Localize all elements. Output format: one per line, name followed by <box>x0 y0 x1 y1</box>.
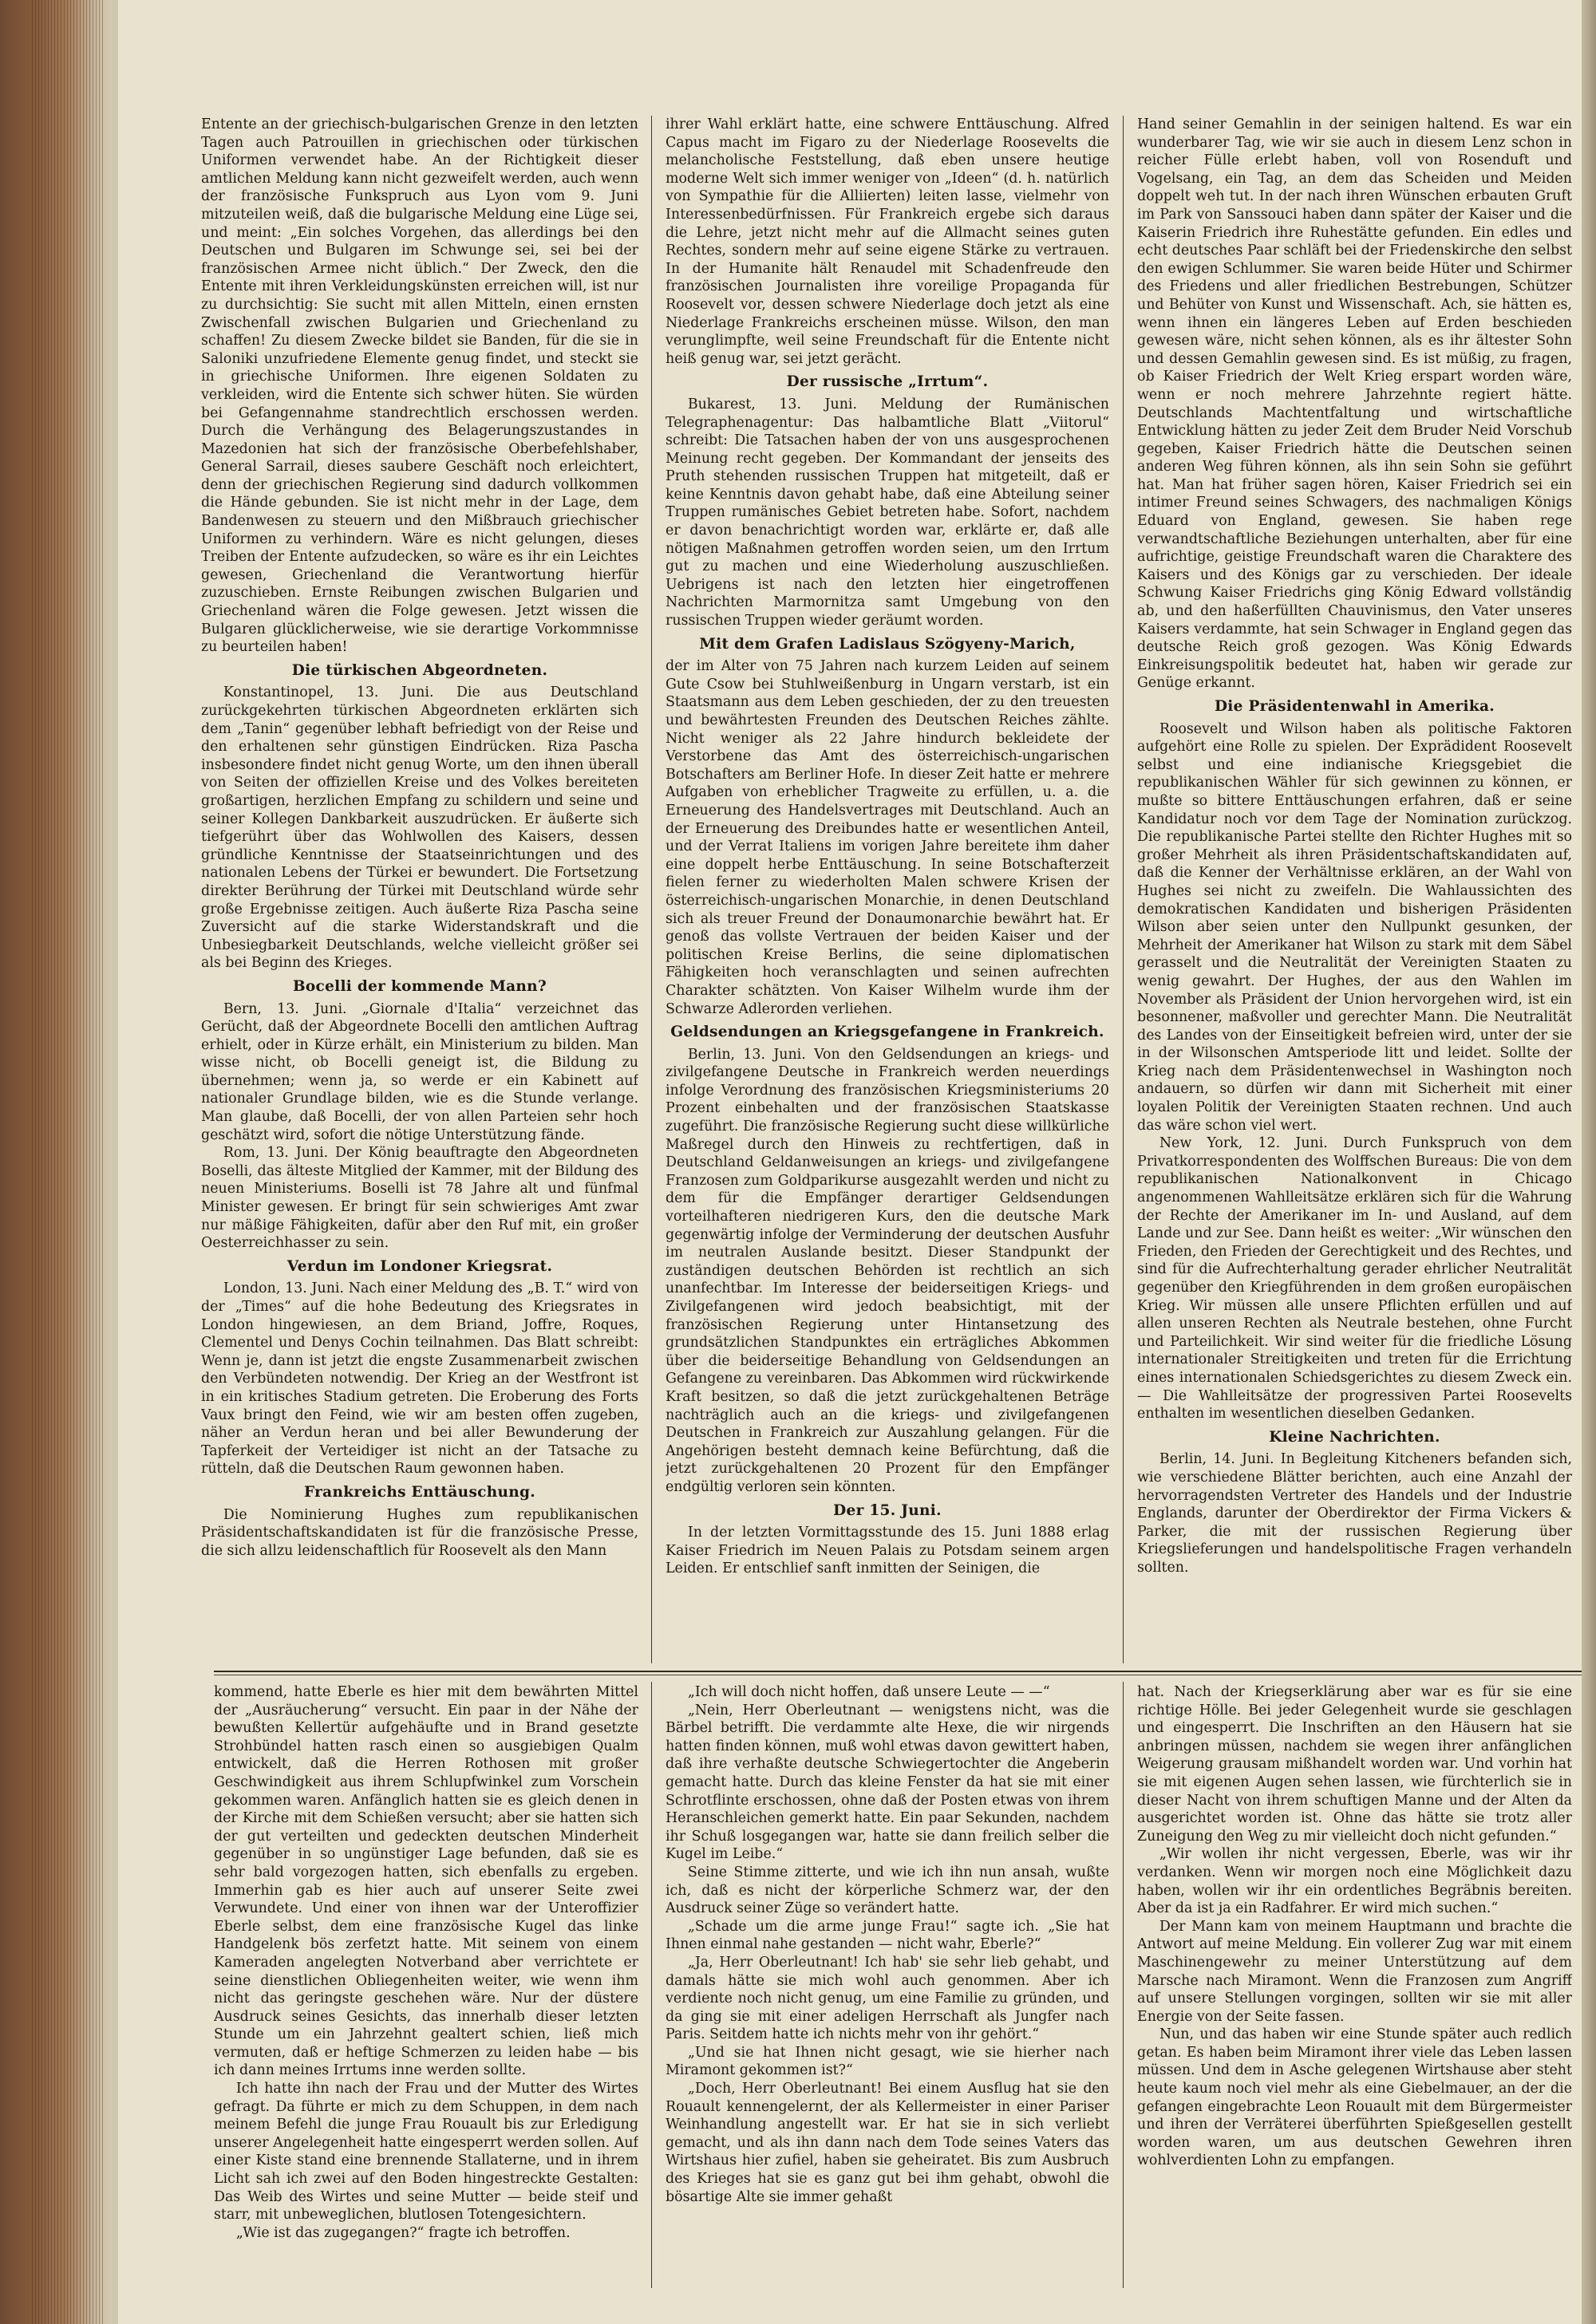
story-paragraph: Seine Stimme zitterte, und wie ich ihn nun ansah, wußte ich, daß es nicht der körperliche Schmerz war, der den Ausdruck seiner Züge so verändert hatte. <box>666 1864 1109 1917</box>
article-heading: Geldsendungen an Kriegsgefangene in Frankreich. <box>670 1024 1104 1041</box>
right-page-edge <box>1582 0 1596 2324</box>
article-paragraph: Konstantinopel, 13. Juni. Die aus Deutschland zurückgekehrten türkischen Abgeordneten erklärten sich dem „Tanin“ gegenüber lebhaft befriedigt von der Reise und den erhaltenen sehr günstigen Eindrücken. Riza Pascha insbesondere findet nicht genug Worte, um den ihnen überall von Seiten der offiziellen Kreise und des Volkes bereiteten großartigen, herzlichen Empfang zu schildern und seine und seiner Kollegen Dankbarkeit auszudrücken. Er äußerte sich tiefgerührt über das Wohlwollen des Kaisers, dessen gründliche Kenntnisse der Staatseinrichtungen und des nationalen Lebens der Türkei er bewundert. Die Fortsetzung direkter Berührung der Türkei mit Deutschland würde sehr große Ergebnisse zeitigen. Auch äußerte Riza Pascha seine Zuversicht auf die starke Widerstandskraft und die Unbesiegbarkeit Deutschlands, welche vielleicht größer sei als bei Beginn des Krieges. <box>201 685 638 972</box>
article-heading: Mit dem Grafen Ladislaus Szögyeny-Marich, <box>699 635 1076 653</box>
story-paragraph: hat. Nach der Kriegserklärung aber war es für sie eine richtige Hölle. Bei jeder Gelegenheit wurde sie geschlagen und eingesperrt. Die Inschriften an den Häusern hat sie anbringen müssen, nachdem sie wegen ihrer anfänglichen Weigerung grausam mißhandelt worden war. Und vorhin hat sie mit eigenen Augen sehen lassen, wie fürchterlich sie in dieser Nacht von ihrem schuftigen Manne und der Alten da ausgerichtet worden ist. Ohne das hätte sie trotz aller Zuneigung den Weg zu mir vielleicht doch nicht gefunden.“ <box>1137 1684 1572 1845</box>
page-edges <box>32 0 104 2324</box>
article-paragraph: Berlin, 13. Juni. Von den Geldsendungen an kriegs- und zivilgefangene Deutsche in Frankreich werden neuerdings infolge Verordnung des französischen Kriegsministeriums 20 Prozent einbehalten und der französischen Staatskasse zugeführt. Die französische Regierung sucht diese willkürliche Maßregel durch den Hinweis zu rechtfertigen, daß in Deutschland Geldanweisungen an kriegs- und zivilgefangene Franzosen zum Goldparikurse ausgezahlt werden und nicht zu dem für die Empfänger derartiger Geldsendungen vorteilhafteren niedrigeren Kurs, den die deutsche Mark gegenwärtig infolge der Verminderung der deutschen Ausfuhr im neutralen Auslande besitzt. Dieser Standpunkt der zuständigen deutschen Behörden ist rechtlich an sich unanfechtbar. Im Interesse der beiderseitigen Kriegs- und Zivilgefangenen wird jedoch beabsichtigt, mit der französischen Regierung unter Hintansetzung des grundsätzlichen Standpunktes ein erträgliches Abkommen über die beiderseitige Behandlung von Geldsendungen an Gefangene zu vereinbaren. Das Abkommen wird rückwirkende Kraft besitzen, so daß die jetzt zurückgehaltenen Beträge nachträglich auch an die kriegs- und zivilgefangenen Deutschen in Frankreich zur Auszahlung gelangen. Für die Angehörigen besteht demnach keine Befürchtung, daß die jetzt zurückgehaltenen 20 Prozent für den Empfänger endgültig verloren sein könnten. <box>666 1046 1109 1495</box>
story-paragraph: kommend, hatte Eberle es hier mit dem bewährten Mittel der „Ausräucherung“ versucht. Ein paar in der Nähe der bewußten Kellertür aufgehäufte und in Brand gesetzte Strohbündel hatten rasch einen so ausgiebigen Qualm entwickelt, daß die Herren Rothosen mit großer Geschwindigkeit aus ihrem Schlupfwinkel zum Vorschein gekommen waren. Anfänglich hatten sie es gleich denen in der Kirche mit dem Schießen versucht; aber sie hatten sich der gut verteilten und gedeckten deutschen Minderheit gegenüber in so ungünstiger Lage befunden, daß sie es sehr bald vorgezogen hatten, sich ebenfalls zu ergeben. Immerhin gab es hier auch auf unserer Seite zwei Verwundete. Und einer von ihnen war der Unteroffizier Eberle selbst, dem eine französische Kugel das linke Handgelenk bös zerfetzt hatte. Mit seinem von einem Kameraden angelegten Notverband aber verrichtete er seine dienstlichen Obliegenheiten weiter, wie wenn ihm nicht das geringste geschehen wäre. Nur der düstere Ausdruck seines Gesichts, das innerhalb dieser letzten Stunde um ein Jahrzehnt gealtert schien, ließ mich vermuten, daß er heftige Schmerzen zu leiden habe — bis ich dann meines Irrtums inne werden sollte. <box>214 1684 638 2079</box>
article-paragraph: Hand seiner Gemahlin in der seinigen haltend. Es war ein wunderbarer Tag, wie wir sie auch in diesem Lenz schon in reicher Fülle erlebt haben, voll von Rosenduft und Vogelsang, ein Tag, an dem das Scheiden und Meiden doppelt weh tut. In der nach ihren Wünschen erbauten Gruft im Park von Sanssouci haben dann später der Kaiser und die Kaiserin Friedrich ihre Ruhestätte gefunden. Ein edles und echt deutsches Paar schläft bei der Friedenskirche den selbst den ewigen Schlummer. Sie waren beide Hüter und Schirmer des Friedens und aller friedlichen Bestrebungen, Schützer und Behüter von Kunst und Wissenschaft. Ach, sie hätten es, wenn ihnen ein längeres Leben auf Erden beschieden gewesen wäre, nicht sehen können, als es ihr ältester Sohn und dessen Gemahlin gewesen sind. Es ist müßig, zu fragen, ob Kaiser Friedrich der Welt Krieg erspart worden wäre, wenn er noch mehrere Jahrzehnte regiert hätte. Deutschlands Machtentfaltung und wirtschaftliche Entwicklung hätten zu jeder Zeit dem Bruder Neid Vorschub gegeben, Kaiser Friedrich hätte die Deutschen seinen anderen Weg führen können, als ihn sein Sohn sie geführt hat. Man hat früher sagen hören, Kaiser Friedrich sei ein intimer Freund seines Schwagers, des nachmaligen Königs Eduard von England, gewesen. Sie haben rege verwandtschaftliche Beziehungen unterhalten, aber für eine aufrichtige, geistige Freundschaft waren die Charaktere des Kaisers und des Königs gar zu verschieden. Der ideale Schwung Kaiser Friedrichs ging König Edward vollständig ab, und den haßerfüllten Chauvinismus, den Vater unseres Kaisers verdammte, hat sein Schwager in England gegen das deutsche Reich groß gezogen. Was König Edwards Einkreisungspolitik bedeutet hat, haben wir gerade zur Genüge erkannt. <box>1137 116 1572 692</box>
section-divider <box>214 1671 1582 1672</box>
article-heading: Der russische „Irrtum“. <box>786 373 989 391</box>
story-paragraph: Nun, und das haben wir eine Stunde später auch redlich getan. Es haben beim Miramont ihrer viele das Leben lassen müssen. Und dem in Asche gelegenen Wirtshause aber steht heute kaum noch viel mehr als eine Giebelmauer, an der die gefangen eingebrachte Leon Rouault mit dem Bürgermeister und ihren der Verräterei überführten Spießgesellen gestellt worden waren, um aus deutschen Gewehren ihren wohlverdienten Lohn zu empfangen. <box>1137 2026 1572 2169</box>
article-paragraph: London, 13. Juni. Nach einer Meldung des „B. T.“ wird von der „Times“ auf die hohe Bedeutung des Kriegsrates in London hingewiesen, an dem Briand, Joffre, Roques, Clementel und Denys Cochin teilnahmen. Das Blatt schreibt: Wenn je, dann ist jetzt die engste Zusammenarbeit zwischen den Verbündeten notwendig. Der Krieg an der Westfront ist in ein kritisches Stadium getreten. Die Eroberung des Forts Vaux bringt den Feind, wie wir am besten offen zugeben, näher an Verdun heran und bei aller Bewunderung der Tapferkeit der Verteidiger ist nicht an der Tatsache zu rütteln, daß die Deutschen Raum gewonnen haben. <box>201 1280 638 1478</box>
upper-column-2 <box>666 116 1109 1667</box>
story-paragraph: „Ich will doch nicht hoffen, daß unsere Leute — —“ <box>687 1684 1050 1700</box>
article-heading: Der 15. Juni. <box>833 1501 942 1519</box>
upper-column-1 <box>201 116 638 1667</box>
column-rule-upper-1 <box>651 116 652 1663</box>
story-paragraph: Ich hatte ihn nach der Frau und der Mutter des Wirtes gefragt. Da führte er mich zu dem Schuppen, in dem nach meinem Befehl die junge Frau Rouault bis zur Erledigung unserer Angelegenheit hatte eingesperrt werden sollen. Auf einer Kiste stand eine brennende Stallaterne, und in ihrem Licht sah ich zwei auf den Boden hingestreckte Gestalten: Das Weib des Wirtes und seine Mutter — beide steif und starr, mit unbeweglichen, blutlosen Totengesichtern. <box>214 2081 638 2223</box>
story-column-3 <box>1137 1683 1572 2290</box>
story-paragraph: „Schade um die arme junge Frau!“ sagte ich. „Sie hat Ihnen einmal nahe gestanden — nicht wahr, Eberle?“ <box>666 1918 1109 1953</box>
article-paragraph: In der letzten Vormittagsstunde des 15. Juni 1888 erlag Kaiser Friedrich im Neuen Palais zu Potsdam seinem argen Leiden. Er entschlief sanft inmitten der Seinigen, die <box>666 1525 1109 1577</box>
article-paragraph: Entente an der griechisch-bulgarischen Grenze in den letzten Tagen auch Patrouillen in griechischen oder türkischen Uniformen verwendet habe. An der Richtigkeit dieser amtlichen Meldung kann nicht gezweifelt werden, auch wenn der französische Funkspruch aus Lyon vom 9. Juni mitzuteilen weiß, daß die bulgarische Meldung eine Lüge sei, und meint: „Ein solches Vorgehen, das allerdings bei den Deutschen und Bulgaren im Schwunge sei, sei bei der französischen Armee nicht üblich.“ Der Zweck, den die Entente mit ihren Verkleidungskünsten erreichen will, ist nur zu durchsichtig: Sie sucht mit allen Mitteln, einen ernsten Zwischenfall zwischen Bulgarien und Griechenland zu schaffen! Zu diesem Zwecke bildet sie Banden, für die sie in Saloniki unzufriedene Elemente genug findet, und steckt sie in griechische Uniformen. Ihre eigenen Soldaten zu verkleiden, wird die Entente sich schwer hüten. Sie würden bei Gefangennahme standrechtlich erschossen werden. Durch die Verhängung des Belagerungszustandes in Mazedonien hat sich der französische Oberbefehlshaber, General Sarrail, dieses saubere Geschäft noch erleichtert, denn der griechischen Regierung sind dadurch vollkommen die Hände gebunden. Sie ist nicht mehr in der Lage, dem Bandenwesen zu steuern und den Mißbrauch griechischer Uniformen zu verhindern. Wäre es nicht gelungen, dieses Treiben der Entente aufzudecken, so wäre es ihr ein Leichtes gewesen, Griechenland die Verantwortung hierfür zuzuschieben. Ernste Reibungen zwischen Bulgarien und Griechenland wären die Folge gewesen. Jetzt wissen die Bulgaren glücklicherweise, wie sie derartige Vorkommnisse zu beurteilen haben! <box>201 116 638 656</box>
article-heading: Kleine Nachrichten. <box>1269 1428 1440 1446</box>
newspaper-page <box>118 0 1582 2324</box>
column-rule-upper-2 <box>1123 116 1124 1663</box>
story-paragraph: Der Mann kam von meinem Hauptmann und brachte die Antwort auf meine Meldung. Ein vollerer Zug war mit einem Maschinengewehr zu meiner Unterstützung auf dem Marsche nach Miramont. Wenn die Franzosen zum Angriff auf unsere Stellungen vorgingen, sollten wir sie mit aller Energie von der Seite fassen. <box>1137 1918 1572 2025</box>
story-column-2 <box>666 1683 1109 2290</box>
article-paragraph: Roosevelt und Wilson haben als politische Faktoren aufgehört eine Rolle zu spielen. Der Exprädident Roosevelt selbst und eine indianische Kriegsgebiet die republikanischen Wähler für sich gewinnen zu können, er mußte so bittere Enttäuschungen erfahren, daß er seine Kandidatur noch vor dem Tage der Nomination zurückzog. Die republikanische Partei stellte den Richter Hughes mit so großer Mehrheit als ihren Präsidentschaftskandidaten auf, daß die Kenner der Verhältnisse erklären, an der Wahl von Hughes sei nicht zu zweifeln. Die Wahlaussichten des demokratischen Kandidaten und bisherigen Präsidenten Wilson aber seien unter den Nullpunkt gesunken, der Mehrheit der Amerikaner hat Wilson zu stark mit dem Säbel gerasselt und die Neutralität der Vereinigten Staaten zu wenig gewahrt. Der Hughes, der aus den Wahlen im November als Präsident der Union hervorgehen wird, ist ein besonnener, maßvoller und gerechter Mann. Die Neutralität des Landes von der Einseitigkeit befreien wird, unter der sie in der Wilsonschen Amtsperiode litt und leidet. Sollte der Krieg nach dem Präsidentenwechsel in Washington noch andauern, so dürfen wir dann mit Sicherheit mit einer loyalen Politik der Vereinigten Staaten rechnen. Und auch das wäre schon viel wert. <box>1137 720 1572 1134</box>
article-paragraph: Bern, 13. Juni. „Giornale d'Italia“ verzeichnet das Gerücht, daß der Abgeordnete Bocelli den amtlichen Auftrag erhielt, oder in Kürze erhält, ein Ministerium zu bilden. Man wisse nicht, ob Bocelli geneigt ist, die Bildung zu übernehmen; wenn ja, so werde er ein Kabinett auf nationaler Grundlage bilden, wie es die Stunde verlange. Man glaube, daß Bocelli, der von allen Parteien sehr hoch geschätzt wird, sofort die nötige Unterstützung fände. <box>201 1000 638 1143</box>
column-rule-lower-2 <box>1123 1682 1124 2288</box>
article-heading: Frankreichs Enttäuschung. <box>304 1483 535 1501</box>
article-paragraph: ihrer Wahl erklärt hatte, eine schwere Enttäuschung. Alfred Capus macht im Figaro zu der Niederlage Roosevelts die melancholische Feststellung, daß eben unsere heutige moderne Welt sich immer weniger von „Ideen“ (d. h. natürlich von Sympathie für die Alliierten) leiten lasse, vielmehr von Interessenbedürfnissen. Für Frankreich ergebe sich daraus die Lehre, jetzt nicht mehr auf die Allmacht seines guten Rechtes, sondern mehr auf seine eigene Stärke zu vertrauen. In der Humanite hält Renaudel mit Schadenfreude den französischen Journalisten ihre voreilige Propaganda für Roosevelt vor, dessen schwere Niederlage doch jetzt als eine Niederlage Frankreichs erscheinen müsse. Wilson, den man verunglimpfte, weil seine Freundschaft für die Entente nicht heiß genug war, sei jetzt gerächt. <box>666 116 1109 367</box>
article-paragraph: Rom, 13. Juni. Der König beauftragte den Abgeordneten Boselli, das älteste Mitglied der Kammer, mit der Bildung des neuen Ministeriums. Boselli ist 78 Jahre alt und fünfmal Minister gewesen. Er bringt für sein schwieriges Amt zwar nur mäßige Fähigkeiten, dafür aber den Ruf mit, ein großer Oesterreichhasser zu sein. <box>201 1145 638 1252</box>
article-paragraph: New York, 12. Juni. Durch Funkspruch von dem Privatkorrespondenten des Wolffschen Bureaus: Die von dem republikanischen Nationalkonvent in Chicago angenommenen Wahlleitsätze erklären sich für die Wahrung der Rechte der Amerikaner im In- und Ausland, auf dem Lande und zur See. Dann heißt es weiter: „Wir wünschen den Frieden, den Frieden der Gerechtigkeit und des Rechtes, und sind für die Aufrechterhaltung gerader ehrlicher Neutralität gegenüber den Kriegführenden in dem großen europäischen Krieg. Wir müssen alle unsere Pflichten erfüllen und auf allen unseren Rechten als Neutrale bestehen, ohne Furcht und Parteilichkeit. Wir sind weiter für die friedliche Lösung internationaler Streitigkeiten und treten für die Errichtung eines internationalen Schiedsgerichtes zu diesem Zweck ein. — Die Wahlleitsätze der progressiven Partei Roosevelts enthalten im wesentlichen dieselben Gedanken. <box>1137 1135 1572 1422</box>
article-paragraph: der im Alter von 75 Jahren nach kurzem Leiden auf seinem Gute Csow bei Stuhlweißenburg in Ungarn verstarb, ist ein Staatsmann aus dem Leben geschieden, der zu den treuesten und bewährtesten Freunden des Deutschen Reiches zählte. Nicht weniger als 22 Jahre hindurch bekleidete der Verstorbene das Amt des österreichisch-ungarischen Botschafters am Berliner Hofe. In dieser Zeit hatte er mehrere Aufgaben von erheblicher Tragweite zu erfüllen, u. a. die Erneuerung des Handelsvertrages mit Deutschland. Auch an der Erneuerung des Dreibundes hatte er wesentlichen Anteil, und der Verrat Italiens im vorigen Jahre bereitete ihm daher eine doppelt herbe Enttäuschung. In seine Botschafterzeit fielen ferner zu wiederholten Malen schwere Krisen der österreichisch-ungarischen Monarchie, in denen Deutschland sich als treuer Freund der Donaumonarchie bewährt hat. Er genoß das vollste Vertrauen der beiden Kaiser und der politischen Kreise Berlins, die seine diplomatischen Fähigkeiten hoch veranschlagten und seinen aufrechten Charakter schätzten. Von Kaiser Wilhelm wurde ihm der Schwarze Adlerorden verliehen. <box>666 658 1109 1017</box>
story-paragraph: „Doch, Herr Oberleutnant! Bei einem Ausflug hat sie den Rouault kennengelernt, der als Kellermeister in einer Pariser Weinhandlung angestellt war. Er hat sie in sich verliebt gemacht, und als ihn dann nach dem Tode seines Vaters das Wirtshaus hier zufiel, haben sie geheiratet. Bis zum Ausbruch des Krieges hat sie es ganz gut bei ihm gehabt, obwohl die bösartige Alte sie immer gehaßt <box>666 2081 1109 2205</box>
article-paragraph: Berlin, 14. Juni. In Begleitung Kitcheners befanden sich, wie verschiedene Blätter berichten, auch eine Anzahl der hervorragendsten Vertreter des Handels und der Industrie Englands, darunter der Oberdirektor der Firma Vickers & Parker, die mit der russischen Regierung über Kriegslieferungen und handelspolitische Fragen verhandeln sollten. <box>1137 1451 1572 1576</box>
story-paragraph: „Nein, Herr Oberleutnant — wenigstens nicht, was die Bärbel betrifft. Die verdammte alte Hexe, die wir nirgends hatten finden können, muß wohl etwas davon gewittert haben, daß ihre verhaßte deutsche Schwiegertochter die Angeberin gemacht hatte. Durch das kleine Fenster da hat sie mit einer Schrotflinte erschossen, ohne daß der Posten etwas von ihrem Heranschleichen gemerkt hatte. Ein paar Sekunden, nachdem ihr Schuß losgegangen war, hatte sie dann freilich selber die Kugel im Leibe.“ <box>666 1702 1109 1863</box>
upper-column-3 <box>1137 116 1572 1667</box>
story-paragraph: „Ja, Herr Oberleutnant! Ich hab' sie sehr lieb gehabt, und damals hätte sie mich wohl auch genommen. Aber ich verdiente noch nicht genug, um eine Familie zu gründen, und da ging sie mit einer adeligen Herrschaft als Jungfer nach Paris. Seitdem hatte ich nichts mehr von ihr gehört.“ <box>666 1954 1109 2043</box>
story-paragraph: „Und sie hat Ihnen nicht gesagt, wie sie hierher nach Miramont gekommen ist?“ <box>666 2044 1109 2079</box>
article-paragraph: Die Nominierung Hughes zum republikanischen Präsidentschaftskandidaten ist für die französische Presse, die sich allzu leidenschaftlich für Roosevelt als den Mann <box>201 1506 638 1559</box>
article-paragraph: Bukarest, 13. Juni. Meldung der Rumänischen Telegraphenagentur: Das halbamtliche Blatt „Viitorul“ schreibt: Die Tatsachen haben der von uns ausgesprochenen Meinung recht gegeben. Der Kommandant der jenseits des Pruth stehenden russischen Truppen hat mitgeteilt, daß er keine Kenntnis davon gehabt habe, daß eine Abteilung seiner Truppen rumänisches Gebiet betreten habe. Sofort, nachdem er davon benachrichtigt worden war, erklärte er, daß alle nötigen Maßnahmen getroffen worden seien, um den Irrtum gut zu machen und eine Wiederholung auszuschließen. Uebrigens ist nach den letzten hier eingetroffenen Nachrichten Marmornitza samt Umgebung von den russischen Truppen wieder geräumt worden. <box>666 396 1109 629</box>
story-paragraph: „Wie ist das zugegangen?“ fragte ich betroffen. <box>235 2224 571 2241</box>
column-rule-lower-1 <box>651 1682 652 2288</box>
article-heading: Verdun im Londoner Kriegsrat. <box>286 1257 553 1275</box>
story-column-1 <box>214 1683 638 2290</box>
story-paragraph: „Wir wollen ihr nicht vergessen, Eberle, was wir ihr verdanken. Wenn wir morgen noch eine Möglichkeit dazu haben, wollen wir ihr ein ordentliches Begräbnis bereiten. Aber da ist ja ein Radfahrer. Er wird mich suchen.“ <box>1137 1846 1572 1917</box>
article-heading: Die türkischen Abgeordneten. <box>291 661 548 679</box>
article-heading: Bocelli der kommende Mann? <box>292 977 547 995</box>
article-heading: Die Präsidentenwahl in Amerika. <box>1214 698 1495 715</box>
book-binding <box>0 0 112 2324</box>
